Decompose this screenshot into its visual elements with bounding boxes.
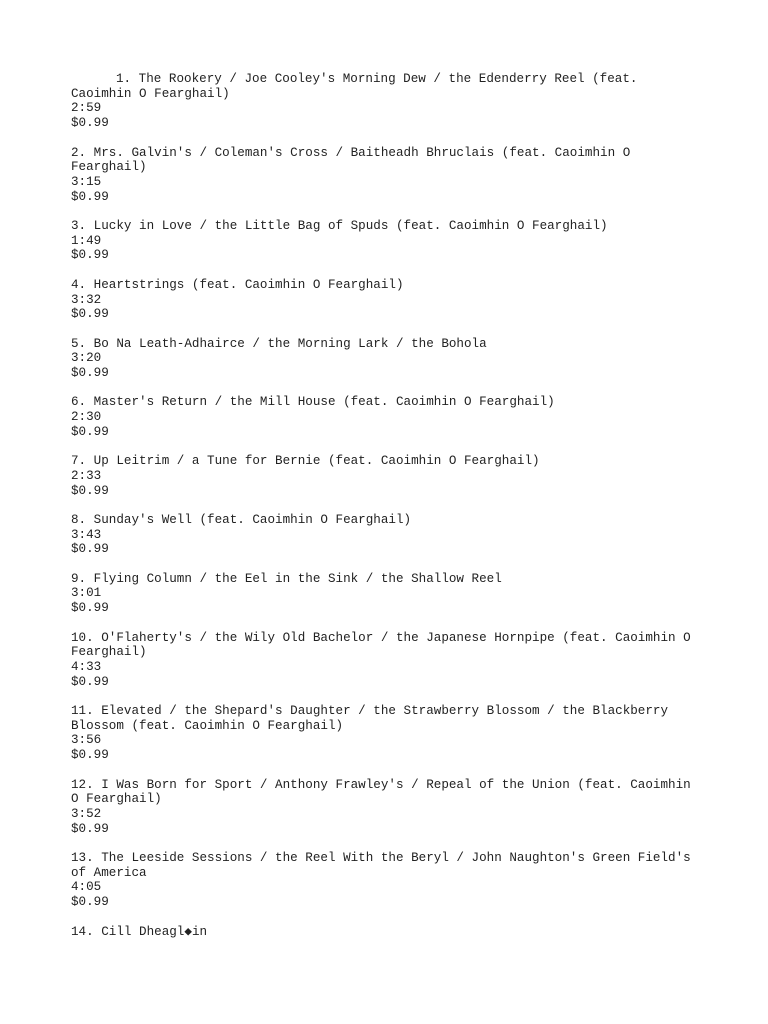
track-title: 13. The Leeside Sessions / the Reel With the Beryl / John Naughton's Green Field's of America: [71, 851, 699, 880]
track-title: 2. Mrs. Galvin's / Coleman's Cross / Baitheadh Bhruclais (feat. Caoimhin O Fearghail): [71, 145, 638, 175]
track-duration: 3:43: [71, 527, 102, 542]
track-price: $0.99: [71, 424, 109, 439]
track-title: 9. Flying Column / the Eel in the Sink / the Shallow Reel: [71, 571, 502, 586]
track-price: $0.99: [71, 542, 109, 557]
track-entry: [71, 395, 701, 439]
tracklist-document: [71, 72, 701, 939]
track-price: $0.99: [71, 895, 109, 910]
track-duration: 3:56: [71, 733, 102, 748]
track-duration: 3:52: [71, 806, 102, 821]
track-duration: 2:59: [71, 101, 102, 116]
track-price: $0.99: [71, 821, 109, 836]
track-duration: 2:33: [71, 468, 102, 483]
track-duration: 3:20: [71, 351, 102, 366]
track-entry: [71, 454, 701, 498]
track-entry: [71, 219, 701, 263]
track-title: 4. Heartstrings (feat. Caoimhin O Fearghail): [71, 277, 404, 292]
track-title: 14. Cill Dheagl◆in: [71, 924, 208, 939]
track-duration: 4:33: [71, 659, 102, 674]
track-title: 7. Up Leitrim / a Tune for Bernie (feat. Caoimhin O Fearghail): [71, 454, 540, 469]
track-entry: [71, 704, 701, 763]
track-duration: 3:32: [71, 292, 102, 307]
track-entry: [71, 513, 701, 557]
track-title: 12. I Was Born for Sport / Anthony Frawley's / Repeal of the Union (feat. Caoimhin O Fearghail): [71, 777, 699, 807]
track-title: 1. The Rookery / Joe Cooley's Morning Dew / the Edenderry Reel (feat. Caoimhin O Fearghail): [71, 72, 646, 101]
track-price: $0.99: [71, 189, 109, 204]
track-entry: [71, 146, 701, 205]
track-entry: [71, 925, 701, 940]
track-title: 8. Sunday's Well (feat. Caoimhin O Fearghail): [71, 512, 412, 527]
track-price: $0.99: [71, 483, 109, 498]
track-price: $0.99: [71, 366, 109, 380]
track-price: $0.99: [71, 116, 109, 131]
track-title: 6. Master's Return / the Mill House (feat. Caoimhin O Fearghail): [71, 395, 555, 410]
track-title: 10. O'Flaherty's / the Wily Old Bachelor / the Japanese Hornpipe (feat. Caoimhin O Fearghail): [71, 630, 699, 660]
track-entry: [71, 278, 701, 322]
track-entry: [71, 851, 701, 910]
track-price: $0.99: [71, 748, 109, 763]
track-title: 11. Elevated / the Shepard's Daughter / the Strawberry Blossom / the Blackberry Blossom (feat. Caoimhin O Fearghail): [71, 704, 676, 733]
track-price: $0.99: [71, 248, 109, 263]
track-entry: [71, 572, 701, 616]
track-title: 3. Lucky in Love / the Little Bag of Spuds (feat. Caoimhin O Fearghail): [71, 219, 608, 233]
track-entry: [71, 337, 701, 381]
track-duration: 1:49: [71, 233, 102, 248]
track-duration: 3:01: [71, 586, 102, 601]
track-entry: [71, 72, 701, 131]
track-title: 5. Bo Na Leath-Adhairce / the Morning Lark / the Bohola: [71, 336, 487, 351]
track-duration: 2:30: [71, 410, 102, 425]
track-duration: 3:15: [71, 174, 102, 189]
track-duration: 4:05: [71, 880, 102, 895]
track-price: $0.99: [71, 674, 109, 689]
track-entry: [71, 778, 701, 837]
track-price: $0.99: [71, 307, 109, 322]
track-price: $0.99: [71, 601, 109, 616]
track-entry: [71, 631, 701, 690]
